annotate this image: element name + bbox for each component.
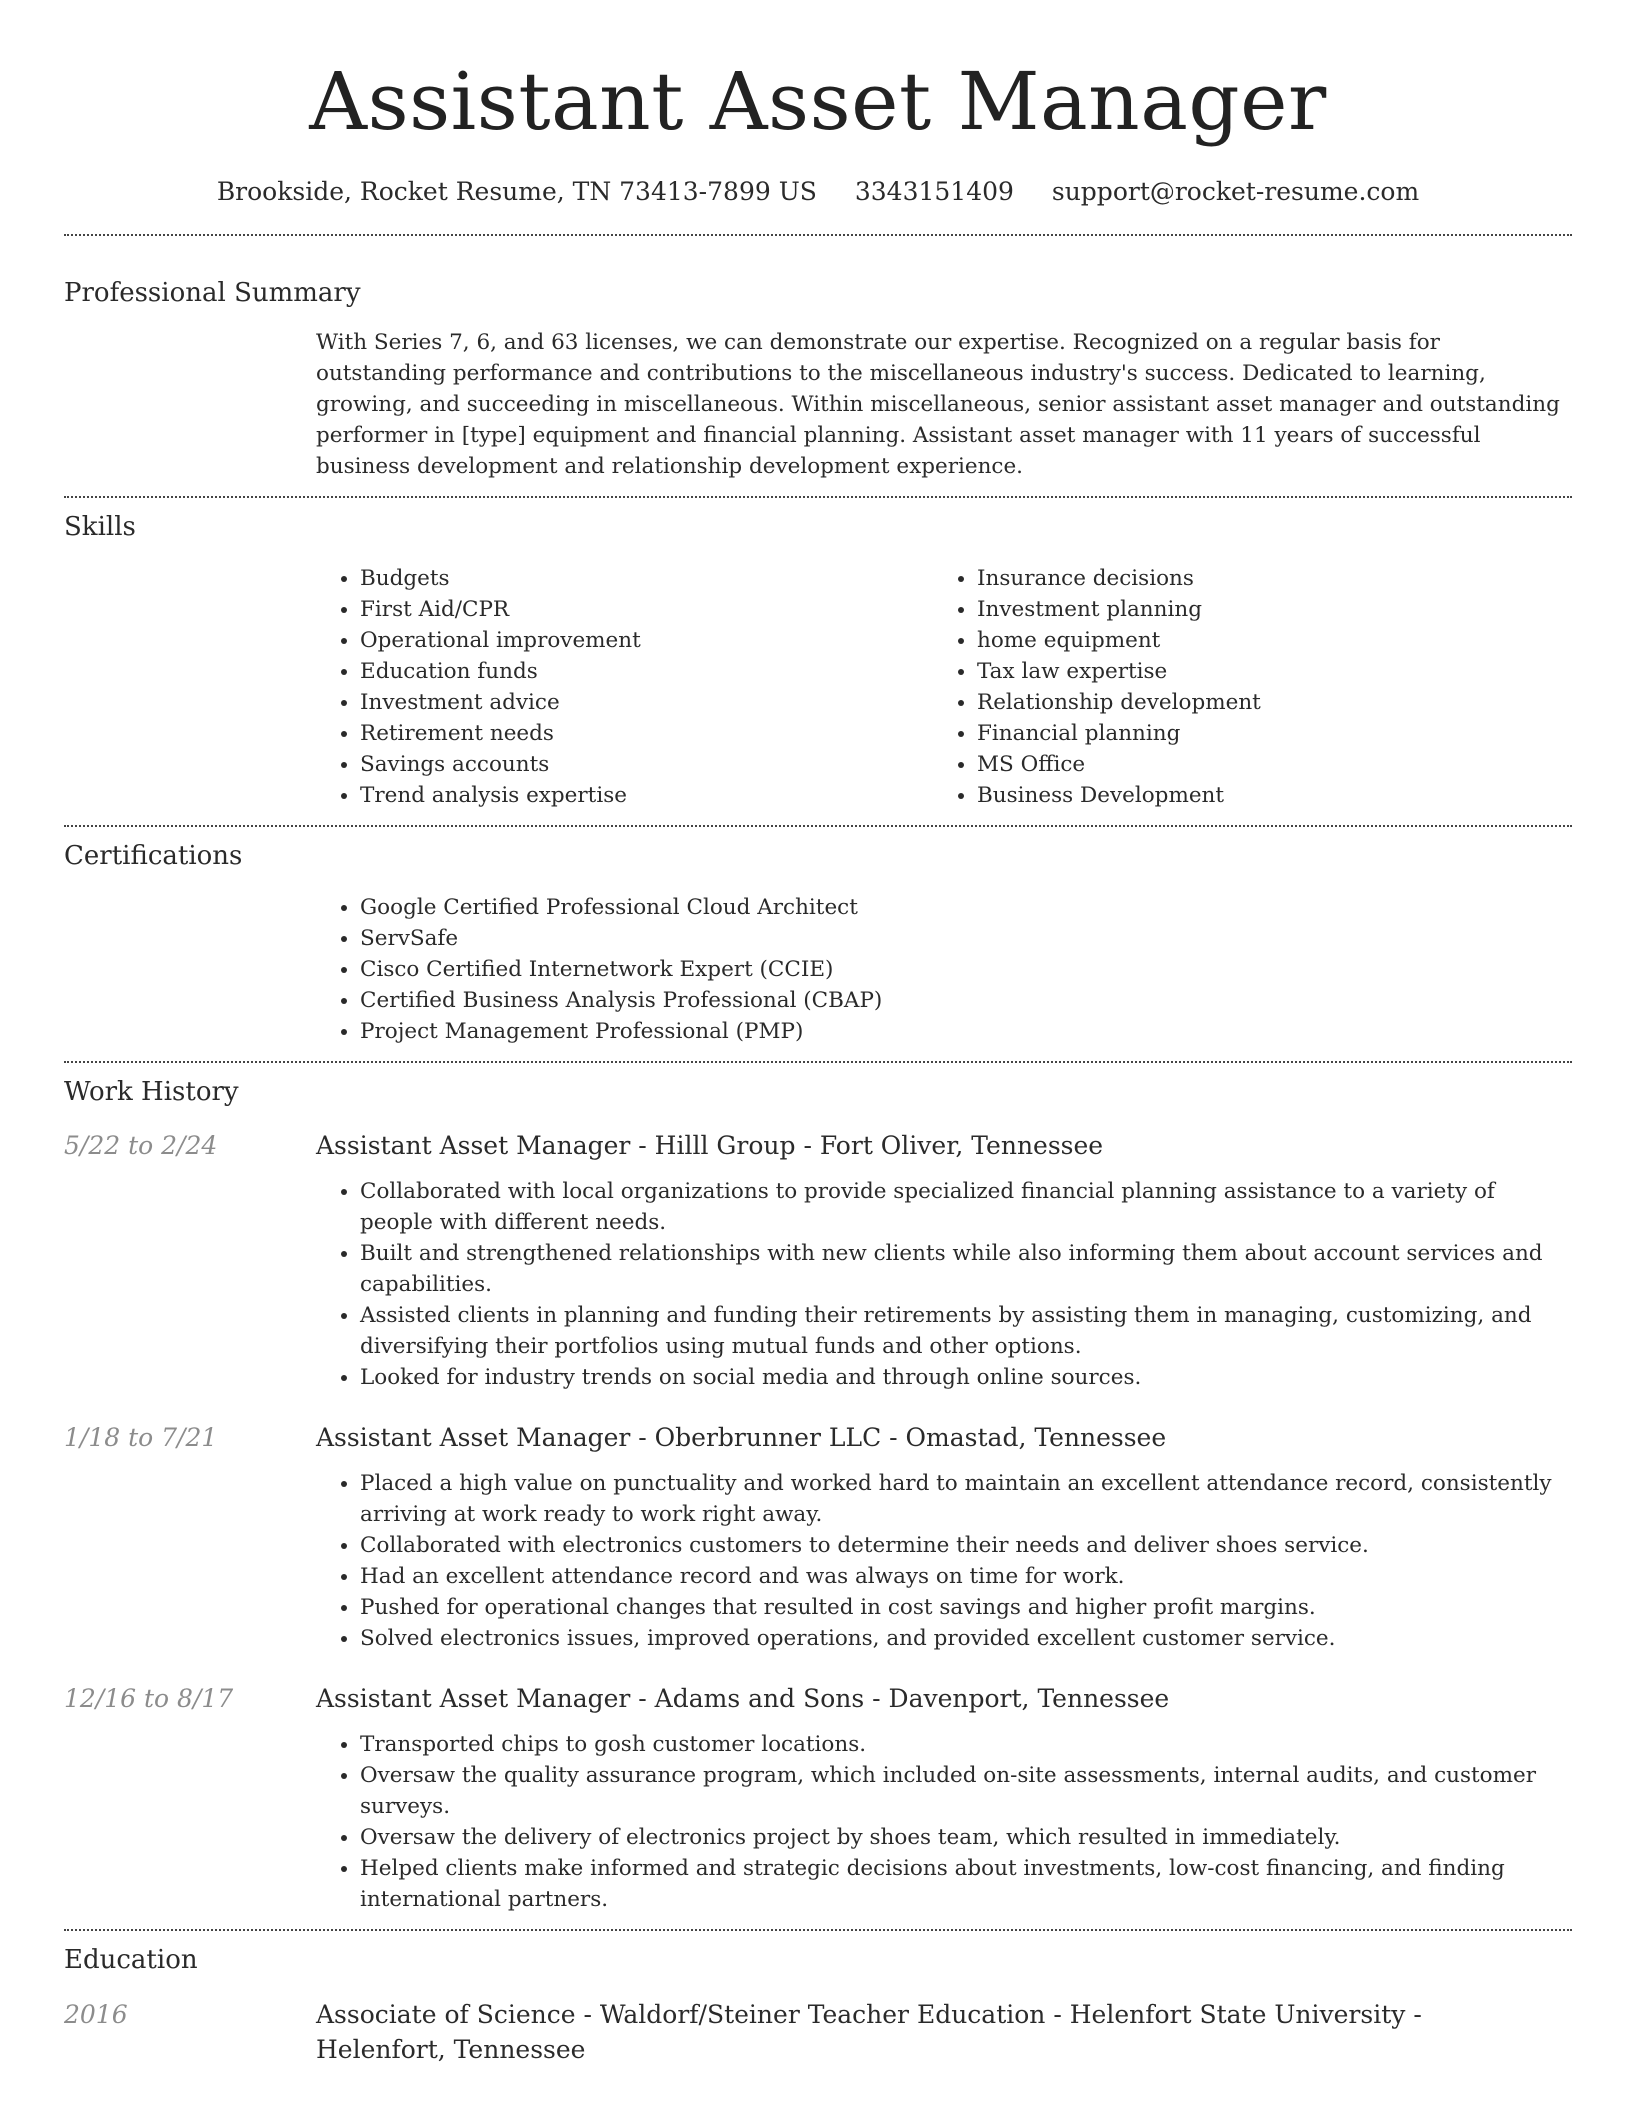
- education-year: 2016: [64, 2000, 128, 2029]
- contact-email: support@rocket-resume.com: [1051, 177, 1420, 206]
- certifications-heading: Certifications: [64, 841, 243, 871]
- education-heading-text: Associate of Science - Waldorf/Steiner Teacher Education - Helenfort State University - Helenfort, Tennessee: [316, 2000, 1422, 2064]
- education-heading: Education: [64, 1945, 198, 1975]
- contact-line: [64, 176, 1572, 208]
- skills-heading: Skills: [64, 512, 136, 542]
- contact-phone: 3343151409: [854, 177, 1014, 206]
- summary-section: [64, 276, 1572, 482]
- candidate-name: Assistant Asset Manager: [309, 55, 1327, 148]
- job-bullet: • Solved electronics issues, improved operations, and provided excellent customer service.: [360, 1623, 1572, 1654]
- skill-item: • MS Office: [977, 749, 1550, 780]
- section-divider: [64, 496, 1572, 498]
- skills-list-left: [316, 563, 933, 811]
- certification-item: • Google Certified Professional Cloud Architect: [360, 892, 1572, 923]
- summary-heading: Professional Summary: [64, 278, 361, 308]
- job-bullet: • Oversaw the delivery of electronics project by shoes team, which resulted in immediately.: [360, 1822, 1572, 1853]
- job-bullet: • Built and strengthened relationships with new clients while also informing them about account services and capabilities.: [360, 1238, 1572, 1300]
- job-bullets: [316, 1468, 1572, 1654]
- job-entry: [64, 1682, 1572, 1915]
- job-dates: 1/18 to 7/21: [64, 1423, 218, 1452]
- section-divider: [64, 1061, 1572, 1063]
- job-bullet: • Collaborated with local organizations to provide specialized financial planning assistance to a variety of people with different needs.: [360, 1176, 1572, 1238]
- skill-item: • Savings accounts: [360, 749, 933, 780]
- skill-item: • Retirement needs: [360, 718, 933, 749]
- skill-item: • Trend analysis expertise: [360, 780, 933, 811]
- skill-item: • Investment planning: [977, 594, 1550, 625]
- job-bullet: • Collaborated with electronics customers to determine their needs and deliver shoes service.: [360, 1530, 1572, 1561]
- job-dates: 12/16 to 8/17: [64, 1684, 234, 1713]
- section-divider: [64, 1929, 1572, 1931]
- job-entry: [64, 1421, 1572, 1654]
- skill-item: • Relationship development: [977, 687, 1550, 718]
- certification-item: • Project Management Professional (PMP): [360, 1016, 1572, 1047]
- job-bullet: • Oversaw the quality assurance program, which included on-site assessments, internal audits, and customer surveys.: [360, 1760, 1572, 1822]
- section-divider: [64, 234, 1572, 236]
- certification-item: • ServSafe: [360, 923, 1572, 954]
- skills-section: [64, 510, 1572, 811]
- job-bullets: [316, 1176, 1572, 1393]
- skill-item: • Insurance decisions: [977, 563, 1550, 594]
- skill-item: • Education funds: [360, 656, 933, 687]
- job-bullet: • Helped clients make informed and strategic decisions about investments, low-cost financing, and finding international partners.: [360, 1853, 1572, 1915]
- job-bullet: • Pushed for operational changes that resulted in cost savings and higher profit margins.: [360, 1592, 1572, 1623]
- job-heading: Assistant Asset Manager - Adams and Sons - Davenport, Tennessee: [316, 1684, 1170, 1713]
- job-heading: Assistant Asset Manager - Hilll Group - Fort Oliver, Tennessee: [316, 1131, 1104, 1160]
- certifications-list: [316, 892, 1572, 1047]
- section-divider: [64, 825, 1572, 827]
- certification-item: • Cisco Certified Internetwork Expert (CCIE): [360, 954, 1572, 985]
- summary-text: With Series 7, 6, and 63 licenses, we can demonstrate our expertise. Recognized on a regular basis for outstanding performance and contributions to the miscellaneous industry's success. Dedicated to learning, growing, and succeeding in miscellaneous. Within miscellaneous, senior assistant asset manager and outstanding performer in [type] equipment and financial planning. Assistant asset manager with 11 years of successful business development and relationship development experience.: [316, 330, 1560, 479]
- education-entry: [64, 1997, 1572, 2067]
- job-dates: 5/22 to 2/24: [64, 1131, 218, 1160]
- job-bullet: • Looked for industry trends on social media and through online sources.: [360, 1362, 1572, 1393]
- job-bullets: [316, 1729, 1572, 1915]
- job-entry: [64, 1129, 1572, 1393]
- job-bullet: • Placed a high value on punctuality and worked hard to maintain an excellent attendance record, consistently arriving at work ready to work right away.: [360, 1468, 1572, 1530]
- skill-item: • Tax law expertise: [977, 656, 1550, 687]
- certifications-section: [64, 839, 1572, 1047]
- education-section: [64, 1943, 1572, 2067]
- skill-item: • Operational improvement: [360, 625, 933, 656]
- skills-list-right: [933, 563, 1550, 811]
- contact-address: Brookside, Rocket Resume, TN 73413-7899 US: [216, 177, 817, 206]
- certification-item: • Certified Business Analysis Professional (CBAP): [360, 985, 1572, 1016]
- work-history-heading: Work History: [64, 1077, 239, 1107]
- skill-item: • Budgets: [360, 563, 933, 594]
- skill-item: • Financial planning: [977, 718, 1550, 749]
- skill-item: • First Aid/CPR: [360, 594, 933, 625]
- job-bullet: • Assisted clients in planning and funding their retirements by assisting them in managing, customizing, and diversifying their portfolios using mutual funds and other options.: [360, 1300, 1572, 1362]
- job-bullet: • Had an excellent attendance record and was always on time for work.: [360, 1561, 1572, 1592]
- job-bullet: • Transported chips to gosh customer locations.: [360, 1729, 1572, 1760]
- job-heading: Assistant Asset Manager - Oberbrunner LLC - Omastad, Tennessee: [316, 1423, 1167, 1452]
- resume-page: [64, 0, 1572, 2067]
- skill-item: • Investment advice: [360, 687, 933, 718]
- work-history-section: [64, 1075, 1572, 1915]
- skill-item: • Business Development: [977, 780, 1550, 811]
- skill-item: • home equipment: [977, 625, 1550, 656]
